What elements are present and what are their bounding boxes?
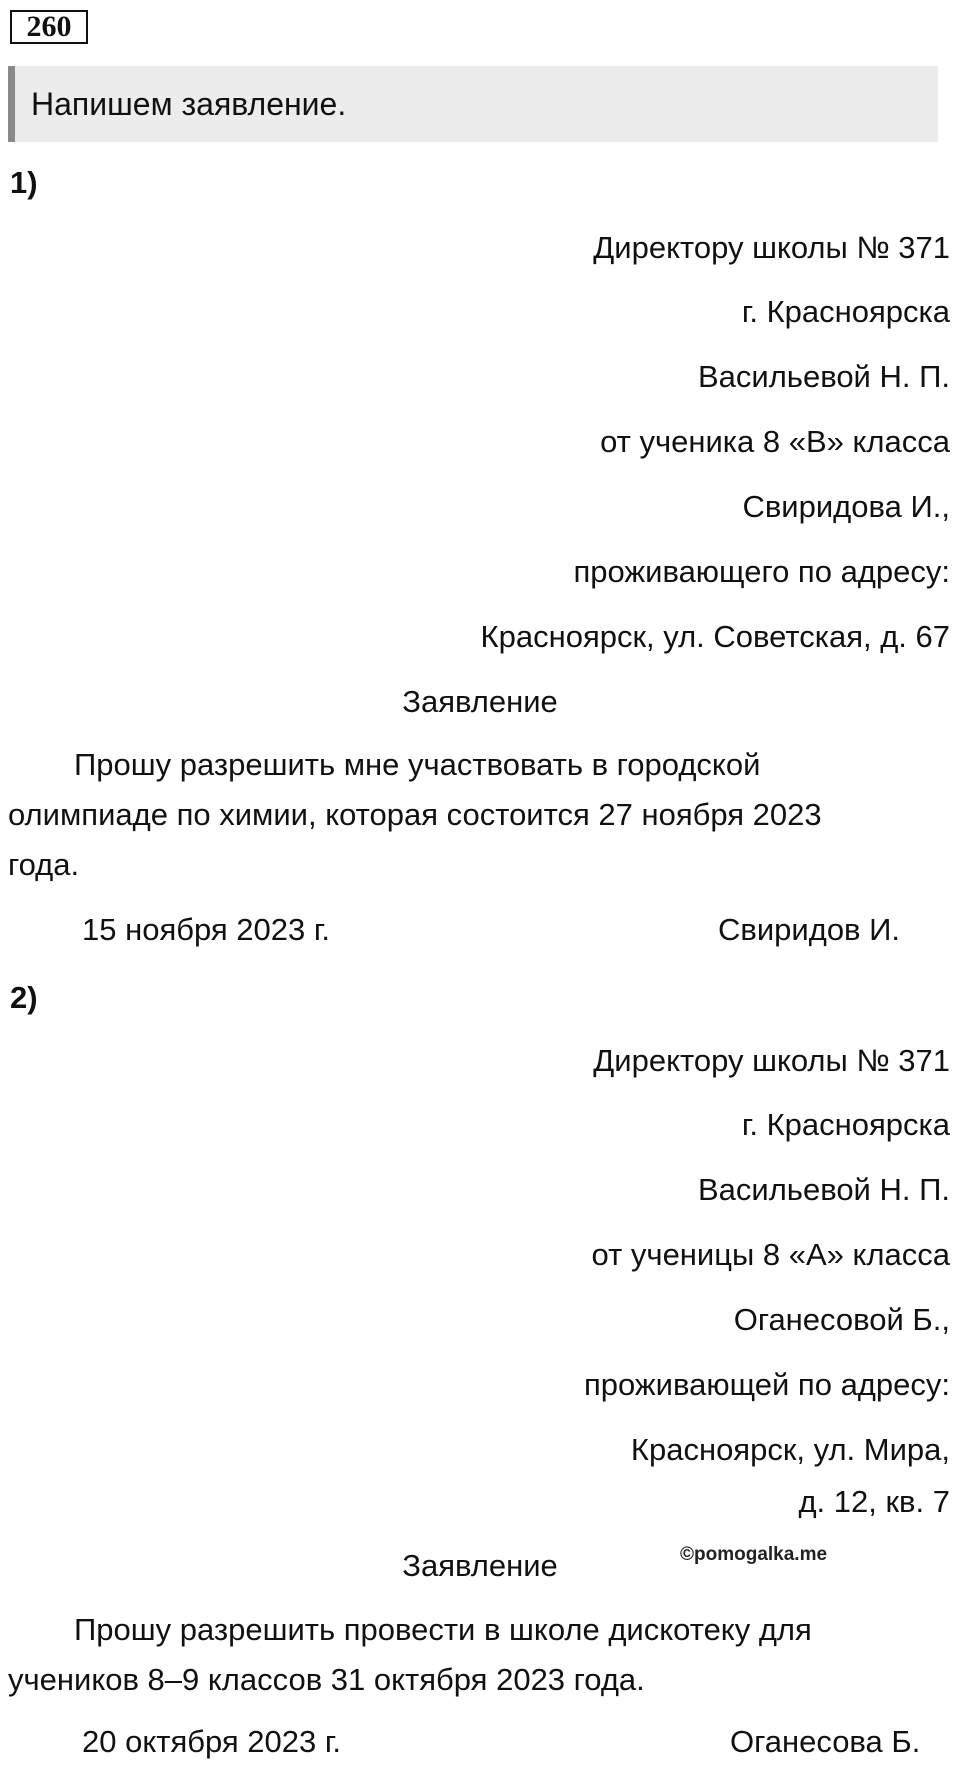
statement-1-header-line: Свиридова И.,	[742, 489, 950, 524]
intro-banner: Напишем заявление.	[8, 66, 938, 142]
statement-2-header-line: д. 12, кв. 7	[798, 1484, 950, 1519]
statement-1-header-line: Красноярск, ул. Советская, д. 67	[480, 619, 950, 654]
statement-1-header-line: от ученика 8 «В» класса	[600, 424, 950, 459]
statement-2-header-line: г. Красноярска	[741, 1107, 950, 1142]
statement-2-title: Заявление	[402, 1548, 558, 1583]
statement-2-body-line: Прошу разрешить провести в школе дискотеку для	[74, 1612, 812, 1647]
statement-2-header-line: проживающей по адресу:	[584, 1367, 950, 1402]
statement-1-body-line: года.	[8, 847, 80, 882]
statement-2-label: 2)	[10, 980, 38, 1015]
statement-1-signature: Свиридов И.	[718, 912, 901, 947]
statement-2-header-line: от ученицы 8 «А» класса	[591, 1237, 950, 1272]
statement-1-body	[8, 740, 938, 890]
statement-1-label: 1)	[10, 165, 38, 200]
statement-1-header-line: проживающего по адресу:	[573, 554, 950, 589]
statement-2-header-line: Директору школы № 371	[593, 1043, 950, 1078]
statement-2-header-line: Оганесовой Б.,	[733, 1302, 950, 1337]
statement-2-signature: Оганесова Б.	[730, 1724, 921, 1759]
statement-1-body-line: Прошу разрешить мне участвовать в городской	[74, 747, 761, 782]
statement-1-header-line: Васильевой Н. П.	[697, 359, 950, 394]
task-number-box: 260	[10, 10, 88, 44]
statement-2-header-line: Красноярск, ул. Мира,	[630, 1432, 950, 1467]
statement-2-body	[8, 1605, 938, 1705]
watermark: ©pomogalka.me	[680, 1544, 828, 1565]
statement-2-date: 20 октября 2023 г.	[82, 1724, 341, 1759]
statement-1-title: Заявление	[402, 684, 558, 719]
statement-1-header-line: г. Красноярска	[741, 294, 950, 329]
statement-2-header-line: Васильевой Н. П.	[697, 1172, 950, 1207]
statement-1-date: 15 ноября 2023 г.	[82, 912, 330, 947]
statement-2-body-line: учеников 8–9 классов 31 октября 2023 года.	[8, 1662, 645, 1697]
statement-1-body-line: олимпиаде по химии, которая состоится 27 ноября 2023	[8, 797, 822, 832]
statement-1-header-line: Директору школы № 371	[593, 230, 950, 265]
